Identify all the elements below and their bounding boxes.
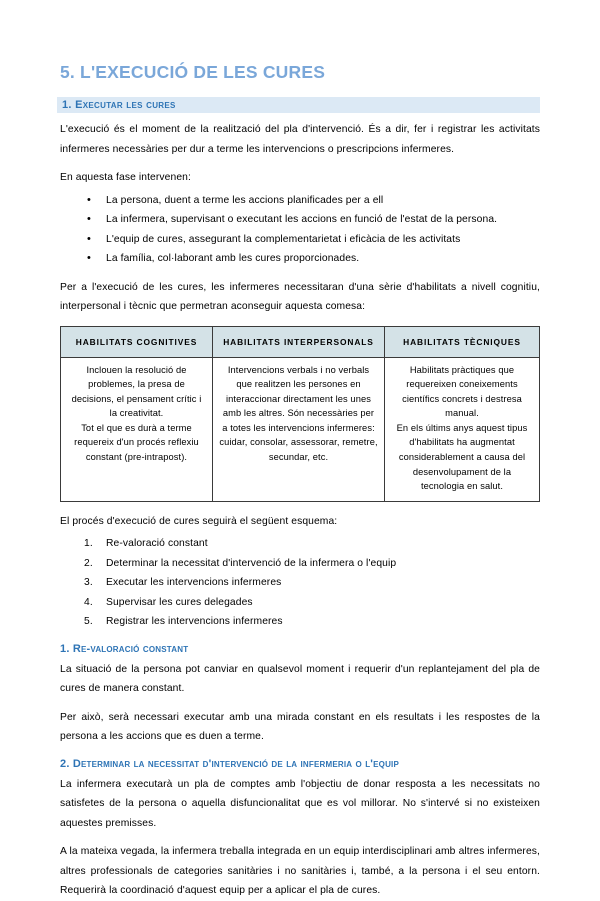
- table-cell-cognitives: Inclouen la resolució de problemes, la presa de decisions, el pensament crític i la creativitat. Tot el que es durà a terme requereix d'un procés reflexiu constant (pre-intrapost).: [61, 357, 213, 501]
- list-item: Registrar les intervencions infermeres: [106, 616, 283, 628]
- list-item: • La persona, duent a terme les accions planificades per a ell: [106, 191, 540, 211]
- list-item: • La família, col·laborant amb les cures proporcionades.: [106, 249, 540, 269]
- subheading-re-valoracio-constant: 1. Re-valoració constant: [60, 642, 189, 655]
- table-cell-tecniques: Habilitats pràctiques que requereixen coneixements científics concrets i destresa manual. En els últims anys aquest tipus d'habilitats ha augmentat considerablement a causa del desenvolupament de la tecnologia en salut.: [385, 357, 540, 501]
- list-item: Supervisar les cures delegades: [106, 596, 253, 608]
- subsection-1-paragraph-1: La situació de la persona pot canviar en qualsevol moment i requerir d'un replantejament del pla de cures de manera constant.: [60, 663, 540, 695]
- list-item: • L'equip de cures, assegurant la complementarietat i eficàcia de les activitats: [106, 230, 540, 250]
- table-cell-interpersonals: Intervencions verbals i no verbals que realitzen les persones en interaccionar directament les unes amb les altres. Són necessàries per a totes les intervencions infermeres: cuidar, consolar, assessorar, remetre, secundar, etc.: [213, 357, 385, 501]
- list-item: • La infermera, supervisant o executant les accions en funció de l'estat de la persona.: [106, 210, 540, 230]
- list-item: Determinar la necessitat d'intervenció de la infermera o l'equip: [106, 557, 397, 569]
- intro-paragraph: L'execució és el moment de la realització del pla d'intervenció. És a dir, fer i registrar les activitats infermeres necessàries per dur a terme les intervencions o prescripcions infermeres.: [60, 124, 540, 155]
- table-header-interpersonals: HABILITATS INTERPERSONALS: [213, 326, 385, 357]
- process-lead-in: El procés d'execució de cures seguirà el següent esquema:: [60, 515, 338, 527]
- skills-table: [60, 326, 540, 502]
- list-item: Re-valoració constant: [106, 538, 208, 550]
- list-item: Executar les intervencions infermeres: [106, 577, 282, 589]
- subheading-determinar-la-necessitat: 2. Determinar la necessitat d'intervenció de la infermeria o l'equip: [60, 757, 400, 770]
- process-steps-list: [60, 534, 540, 632]
- subsection-1-paragraph-2: Per això, serà necessari executar amb una mirada constant en els resultats i les respostes de la persona a les accions que es duen a terme.: [60, 711, 540, 743]
- skills-intro-paragraph: Per a l'execució de les cures, les infermeres necessitaran d'una sèrie d'habilitats a nivell cognitiu, interpersonal i tècnic que permetran aconseguir aquesta comesa:: [60, 281, 540, 312]
- participants-list: [60, 191, 540, 269]
- page-title: 5. L'EXECUCIÓ DE LES CURES: [60, 62, 326, 82]
- table-header-row: [61, 326, 540, 357]
- subsection-2-paragraph-2: A la mateixa vegada, la infermera treballa integrada en un equip interdisciplinari amb altres infermeres, altres professionals de categories sanitàries i no sanitàries i, també, a la persona i el seu entorn. Requerirà la coordinació d'aquest equip per a aplicar el pla de cures.: [60, 846, 540, 897]
- subsection-2-paragraph-1: La infermera executarà un pla de comptes amb l'objectiu de donar resposta a les necessitats no satisfetes de la persona o aquella disfuncionalitat que es vol millorar. No s'intervé si no existeixen aquestes premisses.: [60, 778, 540, 829]
- table-header-tecniques: HABILITATS TÈCNIQUES: [385, 326, 540, 357]
- phase-lead-in: En aquesta fase intervenen:: [60, 172, 191, 183]
- table-row: [61, 357, 540, 501]
- table-header-cognitives: HABILITATS COGNITIVES: [61, 326, 213, 357]
- section-heading-executar-les-cures: 1. Executar les cures: [57, 97, 540, 113]
